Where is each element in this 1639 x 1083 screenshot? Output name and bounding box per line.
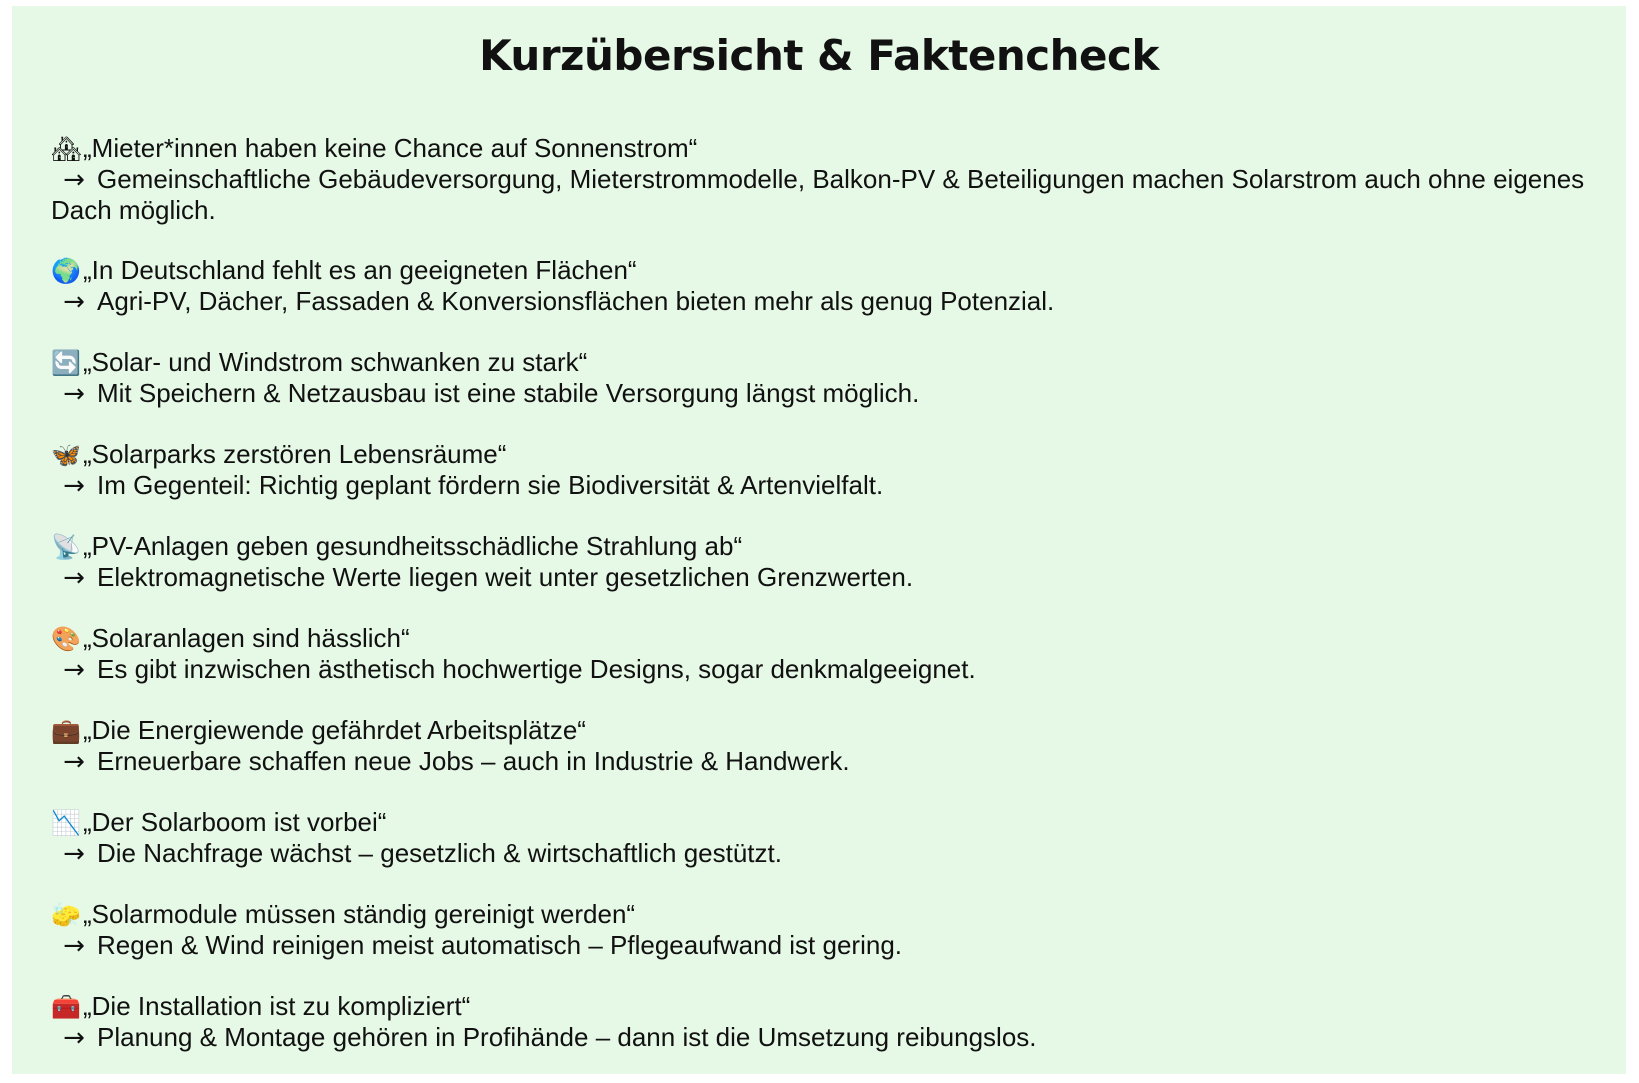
claim-line: [51, 991, 1611, 1022]
factcheck-list: [51, 133, 1611, 1083]
sponge-icon: 🧽: [51, 901, 81, 929]
butterfly-icon: 🦋: [51, 441, 81, 469]
fact-text: Mit Speichern & Netzausbau ist eine stabile Versorgung längst möglich.: [97, 378, 920, 408]
claim-text: „Der Solarboom ist vorbei“: [83, 807, 387, 837]
claim-line: [51, 807, 1611, 838]
fact-line: [51, 562, 1611, 593]
fact-line: [51, 746, 1611, 777]
claim-text: „Solaranlagen sind hässlich“: [83, 623, 410, 653]
factcheck-item: [51, 715, 1611, 777]
factcheck-item: [51, 899, 1611, 961]
claim-line: [51, 715, 1611, 746]
arrow-right-icon: →: [63, 287, 85, 317]
claim-text: „Die Installation ist zu kompliziert“: [83, 991, 471, 1021]
arrow-right-icon: →: [63, 931, 85, 961]
factcheck-item: [51, 623, 1611, 685]
factcheck-item: [51, 347, 1611, 409]
fact-line: [51, 1022, 1611, 1053]
houses-icon: 🏘: [51, 135, 82, 163]
claim-text: „PV-Anlagen geben gesundheitsschädliche Strahlung ab“: [83, 531, 743, 561]
arrow-right-icon: →: [63, 563, 85, 593]
claim-text: „Solarparks zerstören Lebensräume“: [83, 439, 507, 469]
claim-text: „In Deutschland fehlt es an geeigneten Flächen“: [83, 255, 637, 285]
fact-text: Regen & Wind reinigen meist automatisch – Pflegeaufwand ist gering.: [97, 930, 902, 960]
claim-line: [51, 439, 1611, 470]
claim-line: [51, 899, 1611, 930]
factcheck-card: [12, 6, 1626, 1074]
fact-text: Elektromagnetische Werte liegen weit unter gesetzlichen Grenzwerten.: [97, 562, 914, 592]
page-title: Kurzübersicht & Faktencheck: [479, 31, 1159, 80]
chart-decreasing-icon: 📉: [51, 809, 81, 837]
fact-line: [51, 654, 1611, 685]
claim-line: [51, 623, 1611, 654]
fact-line: [51, 930, 1611, 961]
fact-line: [51, 164, 1611, 225]
factcheck-item: [51, 991, 1611, 1053]
palette-icon: 🎨: [51, 625, 81, 653]
arrow-right-icon: →: [63, 165, 85, 195]
toolbox-icon: 🧰: [51, 993, 81, 1021]
arrow-right-icon: →: [63, 655, 85, 685]
cycle-arrows-icon: 🔄: [51, 349, 81, 377]
fact-text: Es gibt inzwischen ästhetisch hochwertige Designs, sogar denkmalgeeignet.: [97, 654, 976, 684]
arrow-right-icon: →: [63, 1023, 85, 1053]
fact-text: Im Gegenteil: Richtig geplant fördern sie Biodiversität & Artenvielfalt.: [97, 470, 884, 500]
factcheck-item: [51, 255, 1611, 317]
fact-text: Erneuerbare schaffen neue Jobs – auch in Industrie & Handwerk.: [97, 746, 850, 776]
claim-line: [51, 531, 1611, 562]
briefcase-icon: 💼: [51, 717, 81, 745]
satellite-dish-icon: 📡: [51, 533, 81, 561]
fact-line: [51, 838, 1611, 869]
arrow-right-icon: →: [63, 379, 85, 409]
arrow-right-icon: →: [63, 471, 85, 501]
claim-line: [51, 347, 1611, 378]
fact-text: Planung & Montage gehören in Profihände – dann ist die Umsetzung reibungslos.: [97, 1022, 1037, 1052]
arrow-right-icon: →: [63, 839, 85, 869]
fact-text: Die Nachfrage wächst – gesetzlich & wirtschaftlich gestützt.: [97, 838, 782, 868]
factcheck-item: [51, 531, 1611, 593]
claim-text: „Solarmodule müssen ständig gereinigt werden“: [83, 899, 636, 929]
claim-text: „Die Energiewende gefährdet Arbeitsplätze“: [83, 715, 586, 745]
fact-line: [51, 470, 1611, 501]
claim-line: [51, 133, 1611, 164]
claim-line: [51, 255, 1611, 286]
globe-icon: 🌍: [51, 257, 81, 285]
arrow-right-icon: →: [63, 747, 85, 777]
fact-text: Gemeinschaftliche Gebäudeversorgung, Mieterstrommodelle, Balkon-PV & Beteiligungen machen Solarstrom auch ohne eigenes Dach möglich.: [51, 164, 1585, 225]
factcheck-item: [51, 807, 1611, 869]
factcheck-item: [51, 133, 1611, 225]
factcheck-item: [51, 439, 1611, 501]
claim-text: „Solar- und Windstrom schwanken zu stark“: [83, 347, 588, 377]
fact-line: [51, 286, 1611, 317]
fact-line: [51, 378, 1611, 409]
fact-text: Agri-PV, Dächer, Fassaden & Konversionsflächen bieten mehr als genug Potenzial.: [97, 286, 1055, 316]
claim-text: „Mieter*innen haben keine Chance auf Sonnenstrom“: [83, 133, 698, 163]
